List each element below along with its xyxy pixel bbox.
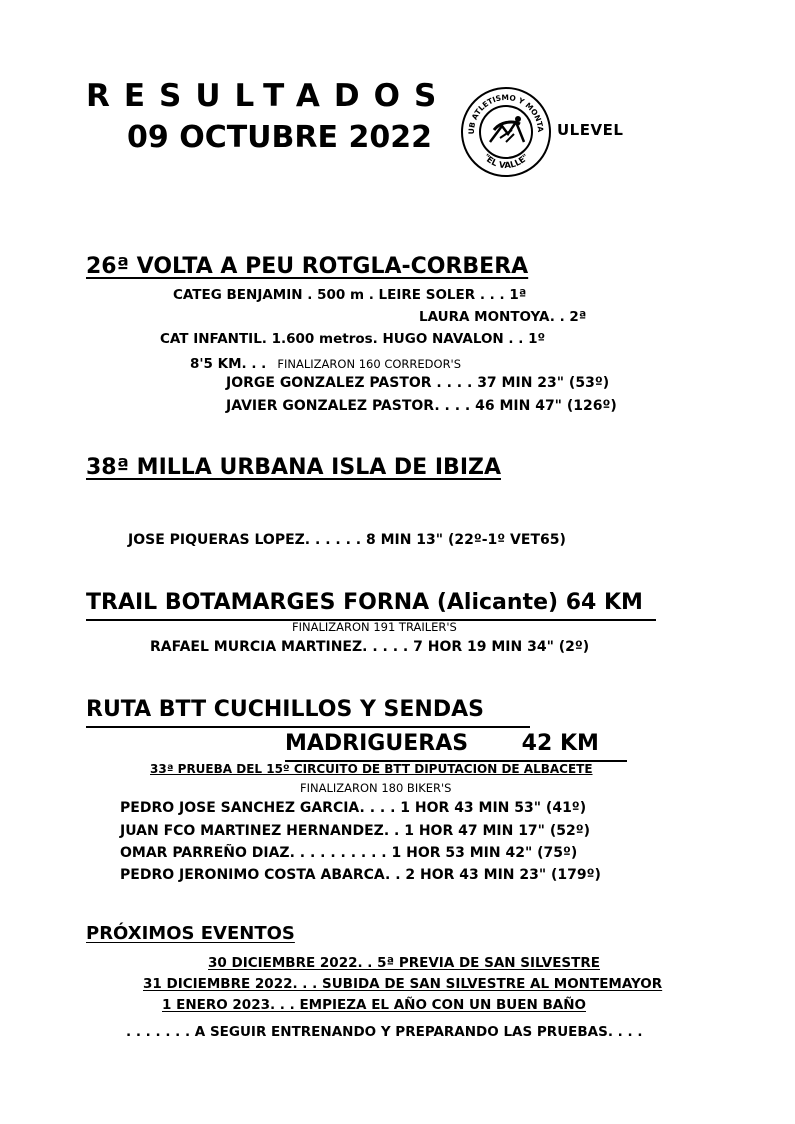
- event-item: 30 DICIEMBRE 2022. . 5ª PREVIA DE SAN SILVESTRE: [208, 955, 600, 971]
- club-logo: [460, 86, 552, 178]
- sponsor-brand: ULEVEL: [557, 121, 624, 139]
- race4-finishers: FINALIZARON 180 BIKER'S: [300, 781, 452, 795]
- race4-circuit: 33ª PRUEBA DEL 15º CIRCUITO DE BTT DIPUTACION DE ALBACETE: [150, 762, 593, 776]
- race1-line2: LAURA MONTOYA. . 2ª: [419, 309, 587, 325]
- race2-result-jose: JOSE PIQUERAS LOPEZ. . . . . . 8 MIN 13" (22º-1º VET65): [128, 532, 566, 548]
- race1-line3: CAT INFANTIL. 1.600 metros. HUGO NAVALON . . 1º: [160, 331, 546, 347]
- svg-text:"EL VALLE": "EL VALLE": [480, 152, 532, 172]
- race1-line1: CATEG BENJAMIN . 500 m . LEIRE SOLER . . . 1ª: [173, 287, 527, 303]
- event-item: 31 DICIEMBRE 2022. . . SUBIDA DE SAN SILVESTRE AL MONTEMAYOR: [143, 976, 663, 992]
- page-date: 09 OCTUBRE 2022: [127, 120, 432, 155]
- race3-title: TRAIL BOTAMARGES FORNA (Alicante) 64 KM: [86, 590, 643, 615]
- race3-result-rafael: RAFAEL MURCIA MARTINEZ. . . . . 7 HOR 19 MIN 34" (2º): [150, 639, 590, 655]
- race1-title: 26ª VOLTA A PEU ROTGLA-CORBERA: [86, 254, 529, 279]
- events-title: PRÓXIMOS EVENTOS: [86, 923, 295, 944]
- race4-result-row: JUAN FCO MARTINEZ HERNANDEZ. . 1 HOR 47 MIN 17" (52º): [120, 823, 591, 839]
- race1-result-jorge: JORGE GONZALEZ PASTOR . . . . 37 MIN 23" (53º): [226, 375, 610, 391]
- race4-subtitle: MADRIGUERAS 42 KM: [285, 731, 599, 756]
- race4-title-underline: [86, 726, 530, 728]
- closing-message: . . . . . . . A SEGUIR ENTRENANDO Y PREPARANDO LAS PRUEBAS. . . .: [126, 1024, 643, 1040]
- race4-result-row: PEDRO JERONIMO COSTA ABARCA. . 2 HOR 43 MIN 23" (179º): [120, 867, 601, 883]
- page-title: RESULTADOS: [86, 78, 451, 114]
- race4-result-row: OMAR PARREÑO DIAZ. . . . . . . . . . 1 HOR 53 MIN 42" (75º): [120, 845, 578, 861]
- event-item: 1 ENERO 2023. . . EMPIEZA EL AÑO CON UN BUEN BAÑO: [162, 997, 586, 1013]
- svg-text:CLUB ATLETISMO Y MONTAÑA: UB ATLETISMO Y MONTA: [466, 92, 546, 135]
- race3-finishers: FINALIZARON 191 TRAILER'S: [292, 620, 457, 634]
- race1-finishers: FINALIZARON 160 CORREDOR'S: [277, 357, 462, 371]
- race2-title: 38ª MILLA URBANA ISLA DE IBIZA: [86, 455, 501, 480]
- race4-title: RUTA BTT CUCHILLOS Y SENDAS: [86, 697, 484, 722]
- race1-line4: [190, 353, 461, 372]
- race1-result-javier: JAVIER GONZALEZ PASTOR. . . . 46 MIN 47" (126º): [226, 398, 617, 414]
- club-logo-icon: [460, 86, 552, 178]
- race1-distance: 8'5 KM. . .: [190, 356, 267, 372]
- race4-result-row: PEDRO JOSE SANCHEZ GARCIA. . . . 1 HOR 43 MIN 53" (41º): [120, 800, 587, 816]
